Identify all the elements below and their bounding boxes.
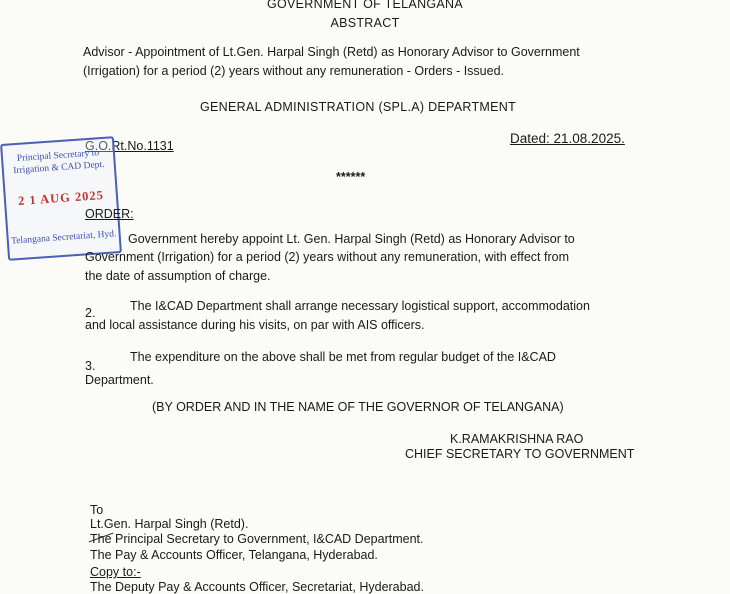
abstract-heading: ABSTRACT [330, 16, 400, 30]
para2-number: 2. [85, 306, 96, 320]
office-stamp [0, 136, 122, 261]
stamp-line-1: Principal Secretary to [16, 148, 100, 164]
copy-recipient-1: The Deputy Pay & Accounts Officer, Secretariat, Hyderabad. [90, 580, 424, 594]
para1-line-2: Government (Irrigation) for a period (2) years without any remuneration, with effect from [85, 250, 570, 264]
stamp-date: 2 1 AUG 2025 [17, 188, 105, 208]
para3-number: 3. [85, 359, 96, 373]
recipient-3: The Pay & Accounts Officer, Telangana, Hyderabad. [90, 548, 378, 562]
subject-line-2: (Irrigation) for a period (2) years without any remuneration - Orders - Issued. [83, 64, 505, 78]
recipient-1: Lt.Gen. Harpal Singh (Retd). [90, 517, 249, 531]
to-label: To [90, 503, 104, 517]
para3-line-2: Department. [85, 373, 154, 387]
by-order-line: (BY ORDER AND IN THE NAME OF THE GOVERNOR OF TELANGANA) [152, 400, 564, 414]
order-heading: ORDER: [85, 207, 134, 221]
para2-line-2: and local assistance during his visits, on par with AIS officers. [85, 318, 425, 332]
para2-line-1: The I&CAD Department shall arrange necessary logistical support, accommodation [130, 299, 590, 313]
subject-line-1: Advisor - Appointment of Lt.Gen. Harpal Singh (Retd) as Honorary Advisor to Government [83, 45, 580, 59]
stamp-line-2: Irrigation & CAD Dept. [12, 159, 105, 177]
para1-line-3: the date of assumption of charge. [85, 269, 271, 283]
recipient-2: The Principal Secretary to Government, I&CAD Department. [90, 532, 424, 546]
government-heading: GOVERNMENT OF TELANGANA [266, 0, 464, 11]
para3-line-1: The expenditure on the above shall be met from regular budget of the I&CAD [130, 350, 556, 364]
separator: ****** [336, 170, 366, 184]
copy-label: Copy to:- [90, 565, 141, 579]
go-number: G.O.Rt.No.1131 [85, 139, 174, 153]
para1-line-1: Government hereby appoint Lt. Gen. Harpal Singh (Retd) as Honorary Advisor to [128, 232, 575, 246]
department-heading: GENERAL ADMINISTRATION (SPL.A) DEPARTMENT [200, 100, 517, 114]
dated: Dated: 21.08.2025. [510, 131, 625, 146]
stamp-line-3: Telangana Secretariat, Hyd. [10, 229, 117, 247]
signatory-name: K.RAMAKRISHNA RAO [450, 432, 584, 446]
signatory-title: CHIEF SECRETARY TO GOVERNMENT [405, 447, 635, 461]
